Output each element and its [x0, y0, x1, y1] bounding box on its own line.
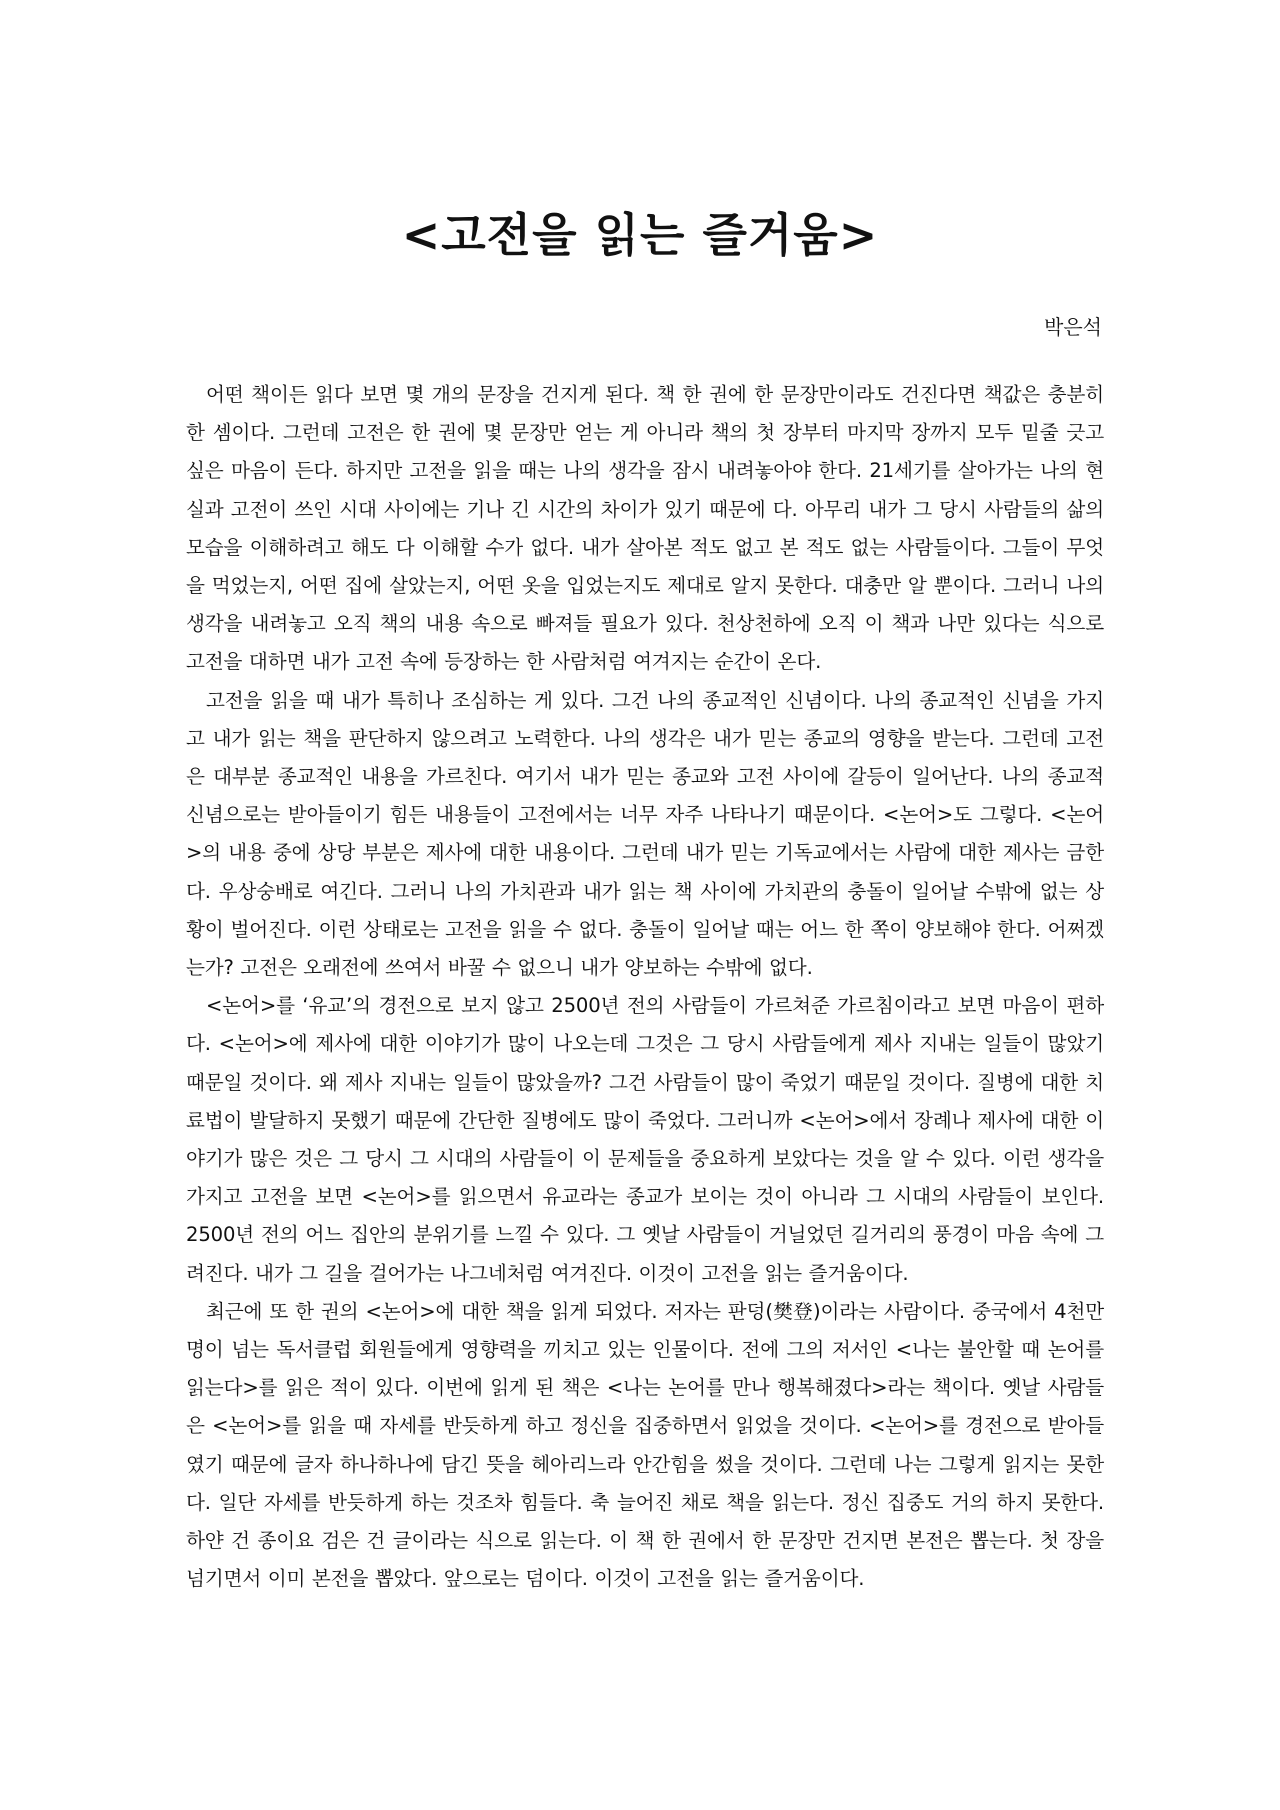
body-paragraph: 최근에 또 한 권의 <논어>에 대한 책을 읽게 되었다. 저자는 판덩(樊登)이라는 사람이다. 중국에서 4천만 명이 넘는 독서클럽 회원들에게 영향력을 끼치고 있는 인물이다. 전에 그의 저서인 <나는 불안할 때 논어를 읽는다>를 읽은 적이 있다. 이번에 읽게 된 책은 <나는 논어를 만나 행복해졌다>라는 책이다. 옛날 사람들은 <논어>를 읽을 때 자세를 반듯하게 하고 정신을 집중하면서 읽었을 것이다. <논어>를 경전으로 받아들였기 때문에 글자 하나하나에 담긴 뜻을 헤아리느라 안간힘을 썼을 것이다. 그런데 나는 그렇게 읽지는 못한다. 일단 자세를 반듯하게 하는 것조차 힘들다. 축 늘어진 채로 책을 읽는다. 정신 집중도 거의 하지 못한다. 하얀 건 종이요 검은 건 글이라는 식으로 읽는다. 이 책 한 권에서 한 문장만 건지면 본전은 뽑는다. 첫 장을 넘기면서 이미 본전을 뽑았다. 앞으로는 덤이다. 이것이 고전을 읽는 즐거움이다. [186, 1299, 1104, 1591]
body-paragraph: <논어>를 ‘유교’의 경전으로 보지 않고 2500년 전의 사람들이 가르쳐준 가르침이라고 보면 마음이 편하다. <논어>에 제사에 대한 이야기가 많이 나오는데 그것은 그 당시 사람들에게 제사 지내는 일들이 많았기 때문일 것이다. 왜 제사 지내는 일들이 많았을까? 그건 사람들이 많이 죽었기 때문일 것이다. 질병에 대한 치료법이 발달하지 못했기 때문에 간단한 질병에도 많이 죽었다. 그러니까 <논어>에서 장례나 제사에 대한 이야기가 많은 것은 그 당시 그 시대의 사람들이 이 문제들을 중요하게 보았다는 것을 알 수 있다. 이런 생각을 가지고 고전을 보면 <논어>를 읽으면서 유교라는 종교가 보이는 것이 아니라 그 시대의 사람들이 보인다. 2500년 전의 어느 집안의 분위기를 느낄 수 있다. 그 옛날 사람들이 거닐었던 길거리의 풍경이 마음 속에 그려진다. 내가 그 길을 걸어가는 나그네처럼 여겨진다. 이것이 고전을 읽는 즐거움이다. [186, 994, 1104, 1285]
body-paragraph: 고전을 읽을 때 내가 특히나 조심하는 게 있다. 그건 나의 종교적인 신념이다. 나의 종교적인 신념을 가지고 내가 읽는 책을 판단하지 않으려고 노력한다. 나의 생각은 내가 믿는 종교의 영향을 받는다. 그런데 고전은 대부분 종교적인 내용을 가르친다. 여기서 내가 믿는 종교와 고전 사이에 갈등이 일어난다. 나의 종교적 신념으로는 받아들이기 힘든 내용들이 고전에서는 너무 자주 나타나기 때문이다. <논어>도 그렇다. <논어>의 내용 중에 상당 부분은 제사에 대한 내용이다. 그런데 내가 믿는 기독교에서는 사람에 대한 제사는 금한다. 우상숭배로 여긴다. 그러니 나의 가치관과 내가 읽는 책 사이에 가치관의 충돌이 일어날 수밖에 없는 상황이 벌어진다. 이런 상태로는 고전을 읽을 수 없다. 충돌이 일어날 때는 어느 한 쪽이 양보해야 한다. 어쩌겠는가? 고전은 오래전에 쓰여서 바꿀 수 없으니 내가 양보하는 수밖에 없다. [186, 688, 1104, 980]
author-name: 박은석 [1044, 315, 1102, 339]
document-title: <고전을 읽는 즐거움> [401, 208, 879, 262]
document-body [186, 376, 1104, 1599]
body-paragraph: 어떤 책이든 읽다 보면 몇 개의 문장을 건지게 된다. 책 한 권에 한 문장만이라도 건진다면 책값은 충분히 한 셈이다. 그런데 고전은 한 권에 몇 문장만 얻는 게 아니라 책의 첫 장부터 마지막 장까지 모두 밑줄 긋고 싶은 마음이 든다. 하지만 고전을 읽을 때는 나의 생각을 잠시 내려놓아야 한다. 21세기를 살아가는 나의 현실과 고전이 쓰인 시대 사이에는 기나 긴 시간의 차이가 있기 때문에 다. 아무리 내가 그 당시 사람들의 삶의 모습을 이해하려고 해도 다 이해할 수가 없다. 내가 살아본 적도 없고 본 적도 없는 사람들이다. 그들이 무엇을 먹었는지, 어떤 집에 살았는지, 어떤 옷을 입었는지도 제대로 알지 못한다. 대충만 알 뿐이다. 그러니 나의 생각을 내려놓고 오직 책의 내용 속으로 빠져들 필요가 있다. 천상천하에 오직 이 책과 나만 있다는 식으로 고전을 대하면 내가 고전 속에 등장하는 한 사람처럼 여겨지는 순간이 온다. [186, 383, 1104, 674]
